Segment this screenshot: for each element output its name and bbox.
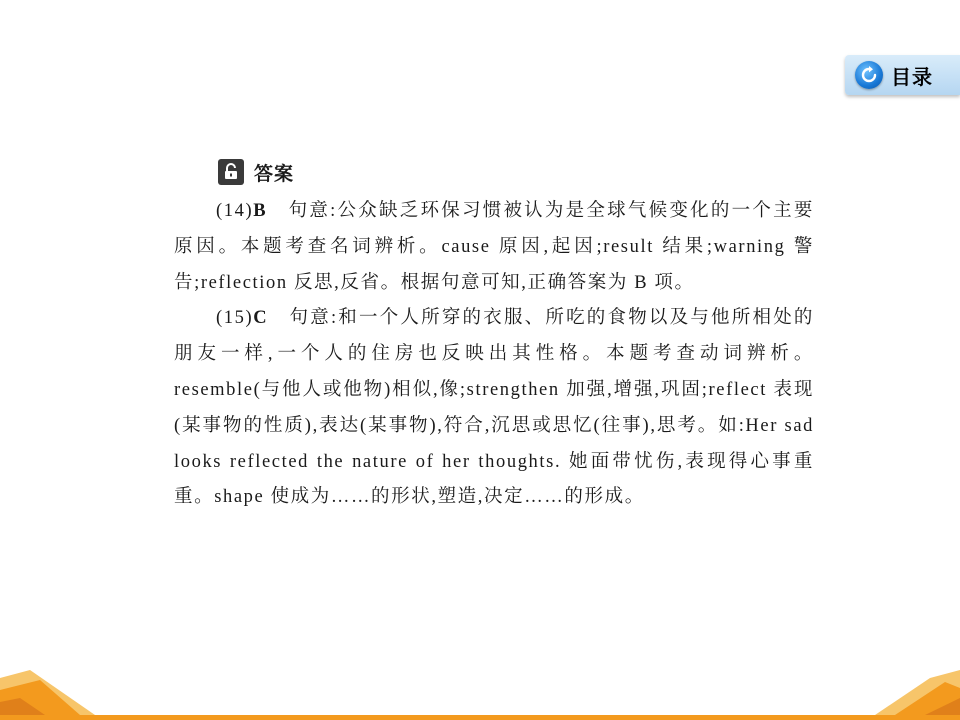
answer-content — [174, 194, 814, 516]
answer-choice: B — [253, 201, 268, 221]
explanation-text: 句意:公众缺乏环保习惯被认为是全球气候变化的一个主要原因。本题考查名词辨析。cause 原因,起因;result 结果;warning 警告;reflection 反思,反省。根据句意可知,正确答案为 B 项。 — [174, 201, 814, 293]
unlock-icon — [218, 159, 244, 185]
refresh-circle-icon — [855, 61, 883, 89]
answer-choice: C — [253, 308, 269, 329]
answer-header — [218, 157, 294, 187]
bottom-decoration — [0, 660, 960, 720]
answer-title: 答案 — [254, 162, 295, 185]
toc-button[interactable] — [845, 55, 960, 95]
answer-item-15 — [174, 301, 814, 516]
toc-label: 目录 — [891, 64, 933, 89]
question-number: (14) — [216, 201, 254, 221]
answer-item-14 — [174, 194, 814, 301]
question-number: (15) — [216, 308, 254, 329]
explanation-text: 句意:和一个人所穿的衣服、所吃的食物以及与他所相处的朋友一样,一个人的住房也反映出其性格。本题考查动词辨析。resemble(与他人或他物)相似,像;strengthen 加强,增强,巩固;reflect 表现(某事物的性质),表达(某事物),符合,沉思或思忆(往事),思考。如:Her sad looks reflected the nature of her thoughts. 她面带忧伤,表现得心事重重。shape 使成为……的形状,塑造,决定……的形成。 — [174, 308, 814, 508]
